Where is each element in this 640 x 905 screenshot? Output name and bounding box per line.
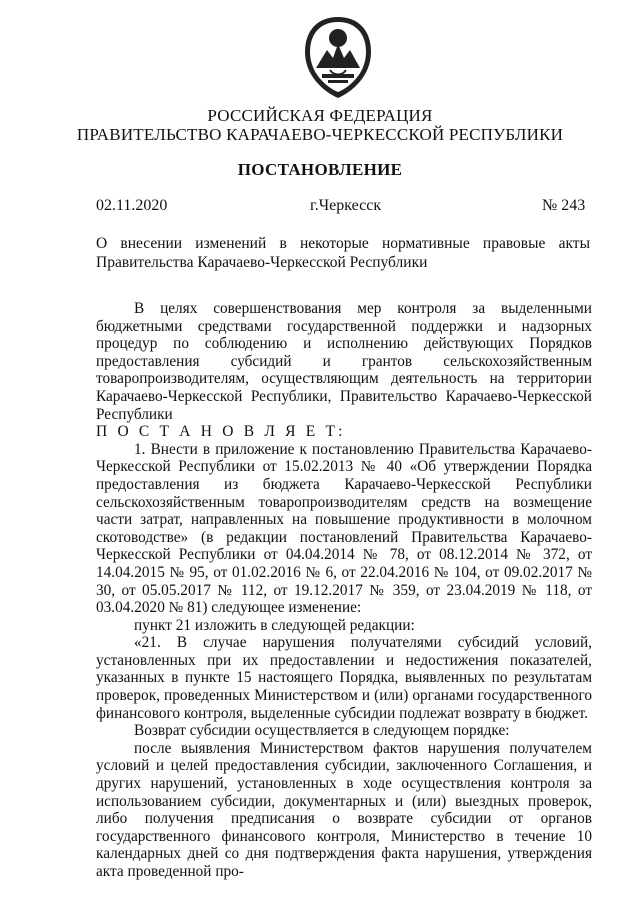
coat-of-arms-emblem [300, 14, 376, 100]
after-detection-paragraph: после выявления Министерством фактов нарушения получателем условий и целей предоставления субсидии, заключенного Соглашения, и других нарушений, установленных в ходе осуществления контроля за использованием субсидии, документарных и (или) выездных проверок, либо получения предписания о возврате субсидии от органов государственного финансового контроля, Министерство в течение 10 календарных дней со дня подтверждения факта нарушения, утверждения акта проведенной про- [96, 739, 592, 880]
document-date: 02.11.2020 [96, 197, 168, 214]
country-name: РОССИЙСКАЯ ФЕДЕРАЦИЯ [207, 106, 433, 125]
quote-21-paragraph: «21. В случае нарушения получателями субсидий условий, установленных при их предоставлении и недостижения показателей, указанных в пункте 15 настоящего Порядка, выявленных по результатам проверок, проведенных Министерством и (или) органами государственного финансового контроля, выделенные субсидии подлежат возврату в бюджет. [96, 634, 592, 722]
item-1-point-paragraph: пункт 21 изложить в следующей редакции: [134, 616, 415, 634]
refund-order-paragraph: Возврат субсидии осуществляется в следующем порядке: [134, 722, 510, 740]
preamble-paragraph: В целях совершенствования мер контроля за выделенными бюджетными средствами государственной поддержки и надзорных процедур по соблюдению и исполнению действующих Порядков предоставления субсидий и грантов сельскохозяйственным товаропроизводителям, осуществляющим деятельность на территории Карачаево-Черкесской Республики, Правительство Карачаево-Черкесской Республики [96, 300, 592, 423]
document-type-title: ПОСТАНОВЛЕНИЕ [237, 160, 403, 179]
document-body [96, 300, 592, 881]
resolves-heading: П О С Т А Н О В Л Я Е Т: [96, 423, 346, 441]
document-number: № 243 [542, 197, 586, 214]
document-place: г.Черкесск [310, 197, 382, 214]
item-1-paragraph: 1. Внести в приложение к постановлению Правительства Карачаево-Черкесской Республики от 15.02.2013 № 40 «Об утверждении Порядка предоставления из бюджета Карачаево-Черкесской Республики сельскохозяйственным товаропроизводителям средств на возмещение части затрат, направленных на повышение продуктивности в молочном скотоводстве» (в редакции постановлений Правительства Карачаево-Черкесской Республики от 04.04.2014 № 78, от 08.12.2014 № 372, от 14.04.2015 № 95, от 01.02.2016 № 6, от 22.04.2016 № 104, от 09.02.2017 № 30, от 05.05.2017 № 112, от 19.12.2017 № 359, от 23.04.2019 № 118, от 03.04.2020 № 81) следующее изменение: [96, 440, 592, 617]
government-name: ПРАВИТЕЛЬСТВО КАРАЧАЕВО-ЧЕРКЕССКОЙ РЕСПУБЛИКИ [76, 125, 564, 144]
document-subject: О внесении изменений в некоторые нормативные правовые акты Правительства Карачаево-Черкесской Республики [96, 235, 590, 271]
